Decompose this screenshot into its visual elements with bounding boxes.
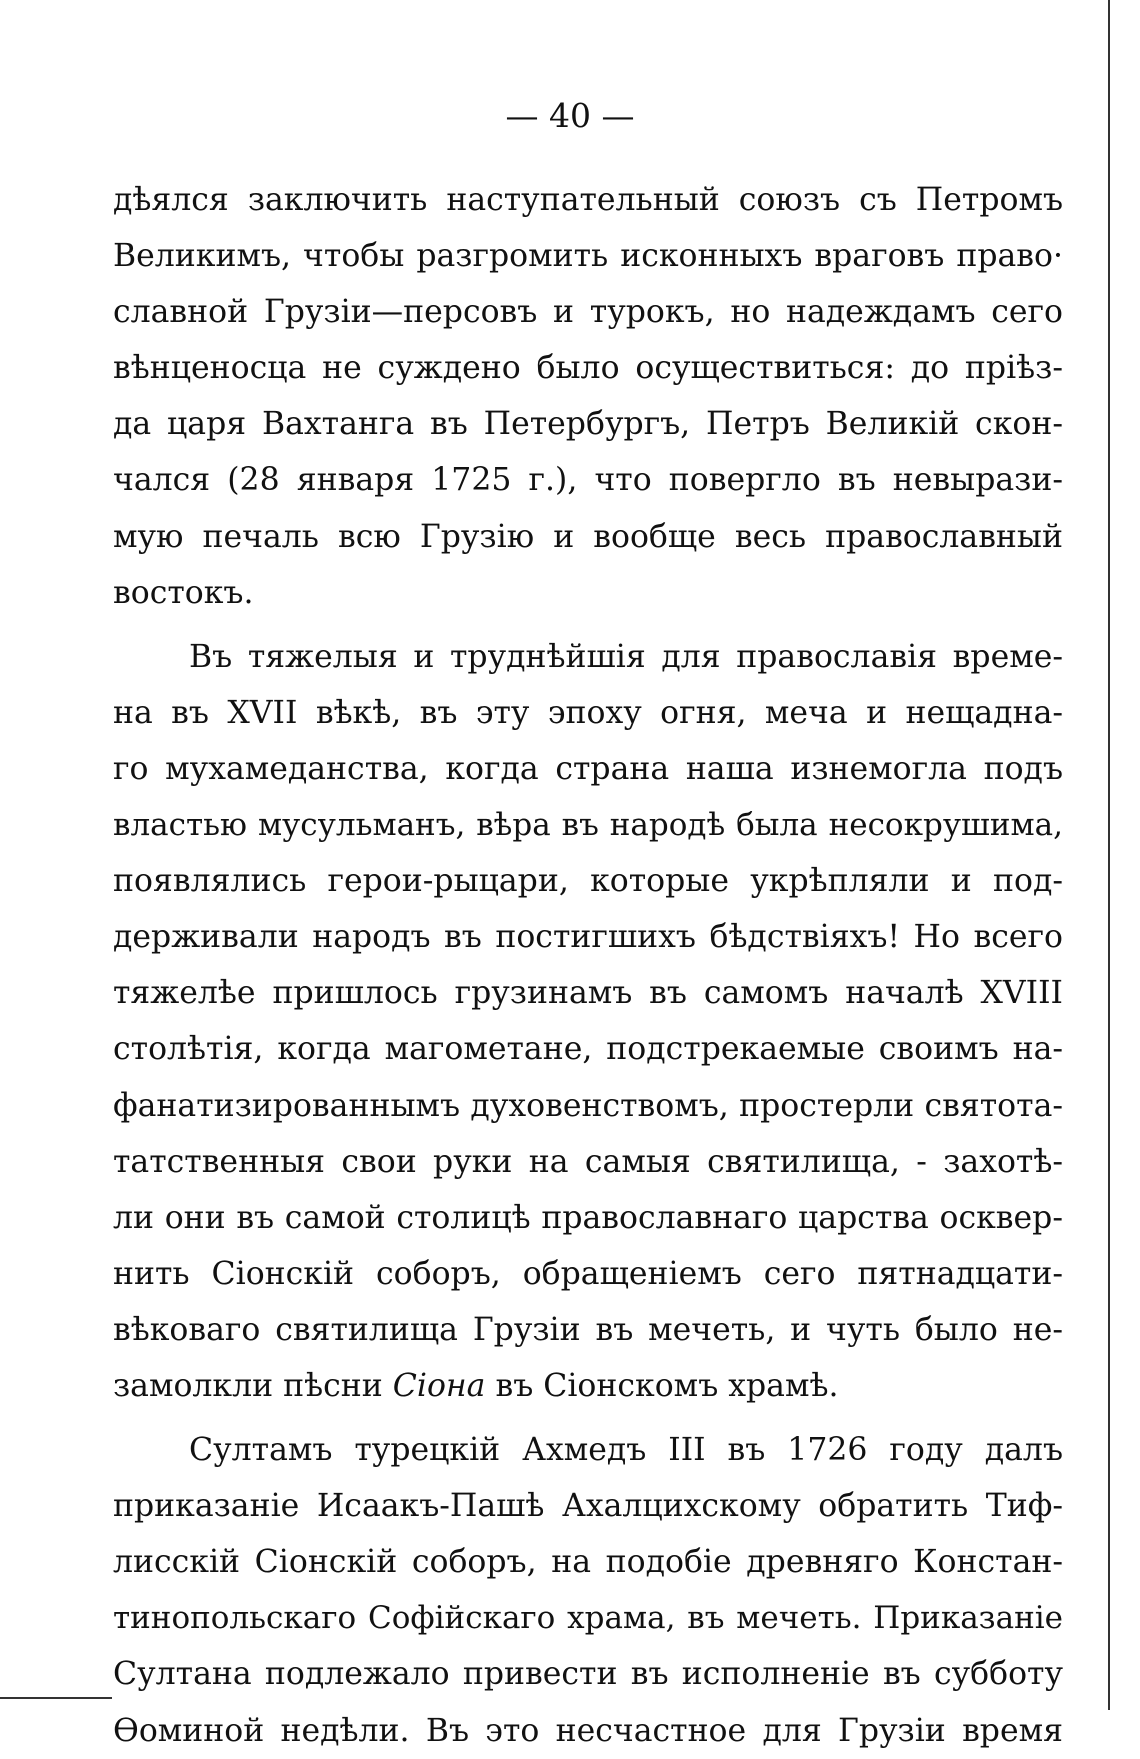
text-line: Султана подлежало привести въ исполненіе въ субботу <box>113 1656 1063 1693</box>
text-line: фанатизированнымъ духовенствомъ, простерли святота- <box>113 1087 1063 1124</box>
text-line: Султамъ турецкій Ахмедъ III въ 1726 году далъ <box>189 1432 1063 1469</box>
text-line: властью мусульманъ, вѣра въ народѣ была несокрушима, <box>113 807 1063 844</box>
text-line: приказаніе Исаакъ-Пашѣ Ахалцихскому обратить Тиф- <box>113 1488 1063 1525</box>
bottom-margin-rule <box>0 1697 112 1699</box>
text-line: тинопольскаго Софійскаго храма, въ мечеть. Приказаніе <box>113 1600 1063 1637</box>
text-line: нить Сіонскій соборъ, обращеніемъ сего пятнадцати- <box>113 1255 1063 1292</box>
text-line: Великимъ, чтобы разгромить исконныхъ враговъ право· <box>113 238 1063 275</box>
text-line: тяжелѣе пришлось грузинамъ въ самомъ началѣ XVIII <box>113 975 1063 1012</box>
text-line: дѣялся заключить наступательный союзъ съ Петромъ <box>113 182 1063 218</box>
text-line: востокъ. <box>113 574 254 611</box>
text-line: вѣковаго святилища Грузіи въ мечеть, и чуть было не- <box>113 1311 1063 1348</box>
text-line: Въ тяжелыя и труднѣйшія для православія време- <box>189 638 1063 675</box>
text-line: славной Грузіи—персовъ и турокъ, но надеждамъ сего <box>113 294 1063 331</box>
text-line: мую печаль всю Грузію и вообще весь православный <box>113 518 1063 555</box>
text-line: го мухамеданства, когда страна наша изнемогла подъ <box>113 750 1063 787</box>
page-edge-rule <box>1108 0 1110 1710</box>
italic-word: Сіона <box>392 1367 486 1404</box>
paragraph <box>113 629 1063 1414</box>
text-line: Ѳоминой недѣли. Въ это несчастное для Грузіи время <box>113 1712 1063 1749</box>
text-line: чался (28 января 1725 г.), что повергло въ невырази- <box>113 462 1063 499</box>
paragraph <box>113 1422 1063 1759</box>
page-number: — 40 — <box>505 96 635 135</box>
text-line: на въ XVII вѣкѣ, въ эту эпоху огня, меча и нещадна- <box>113 694 1063 731</box>
text-line: да царя Вахтанга въ Петербургъ, Петръ Великій скон- <box>113 406 1063 443</box>
text-line: лисскій Сіонскій соборъ, на подобіе древняго Констан- <box>113 1544 1063 1581</box>
text-segment: въ Сіонскомъ храмѣ. <box>495 1367 839 1404</box>
text-line: появлялись герои-рыцари, которые укрѣпляли и под- <box>113 863 1063 900</box>
paragraph <box>113 172 1063 621</box>
text-segment: замолкли пѣсни <box>113 1367 383 1404</box>
text-line: татственныя свои руки на самыя святилища, - захотѣ- <box>113 1143 1063 1180</box>
text-line <box>113 1358 1063 1414</box>
body-text <box>113 172 1063 1759</box>
text-line: держивали народъ въ постигшихъ бѣдствіяхъ! Но всего <box>113 919 1063 956</box>
text-line: ли они въ самой столицѣ православнаго царства осквер- <box>113 1199 1063 1236</box>
text-line: столѣтія, когда магометане, подстрекаемые своимъ на- <box>113 1031 1063 1068</box>
text-line: вѣнценосца не суждено было осуществиться: до пріѣз- <box>113 350 1063 387</box>
